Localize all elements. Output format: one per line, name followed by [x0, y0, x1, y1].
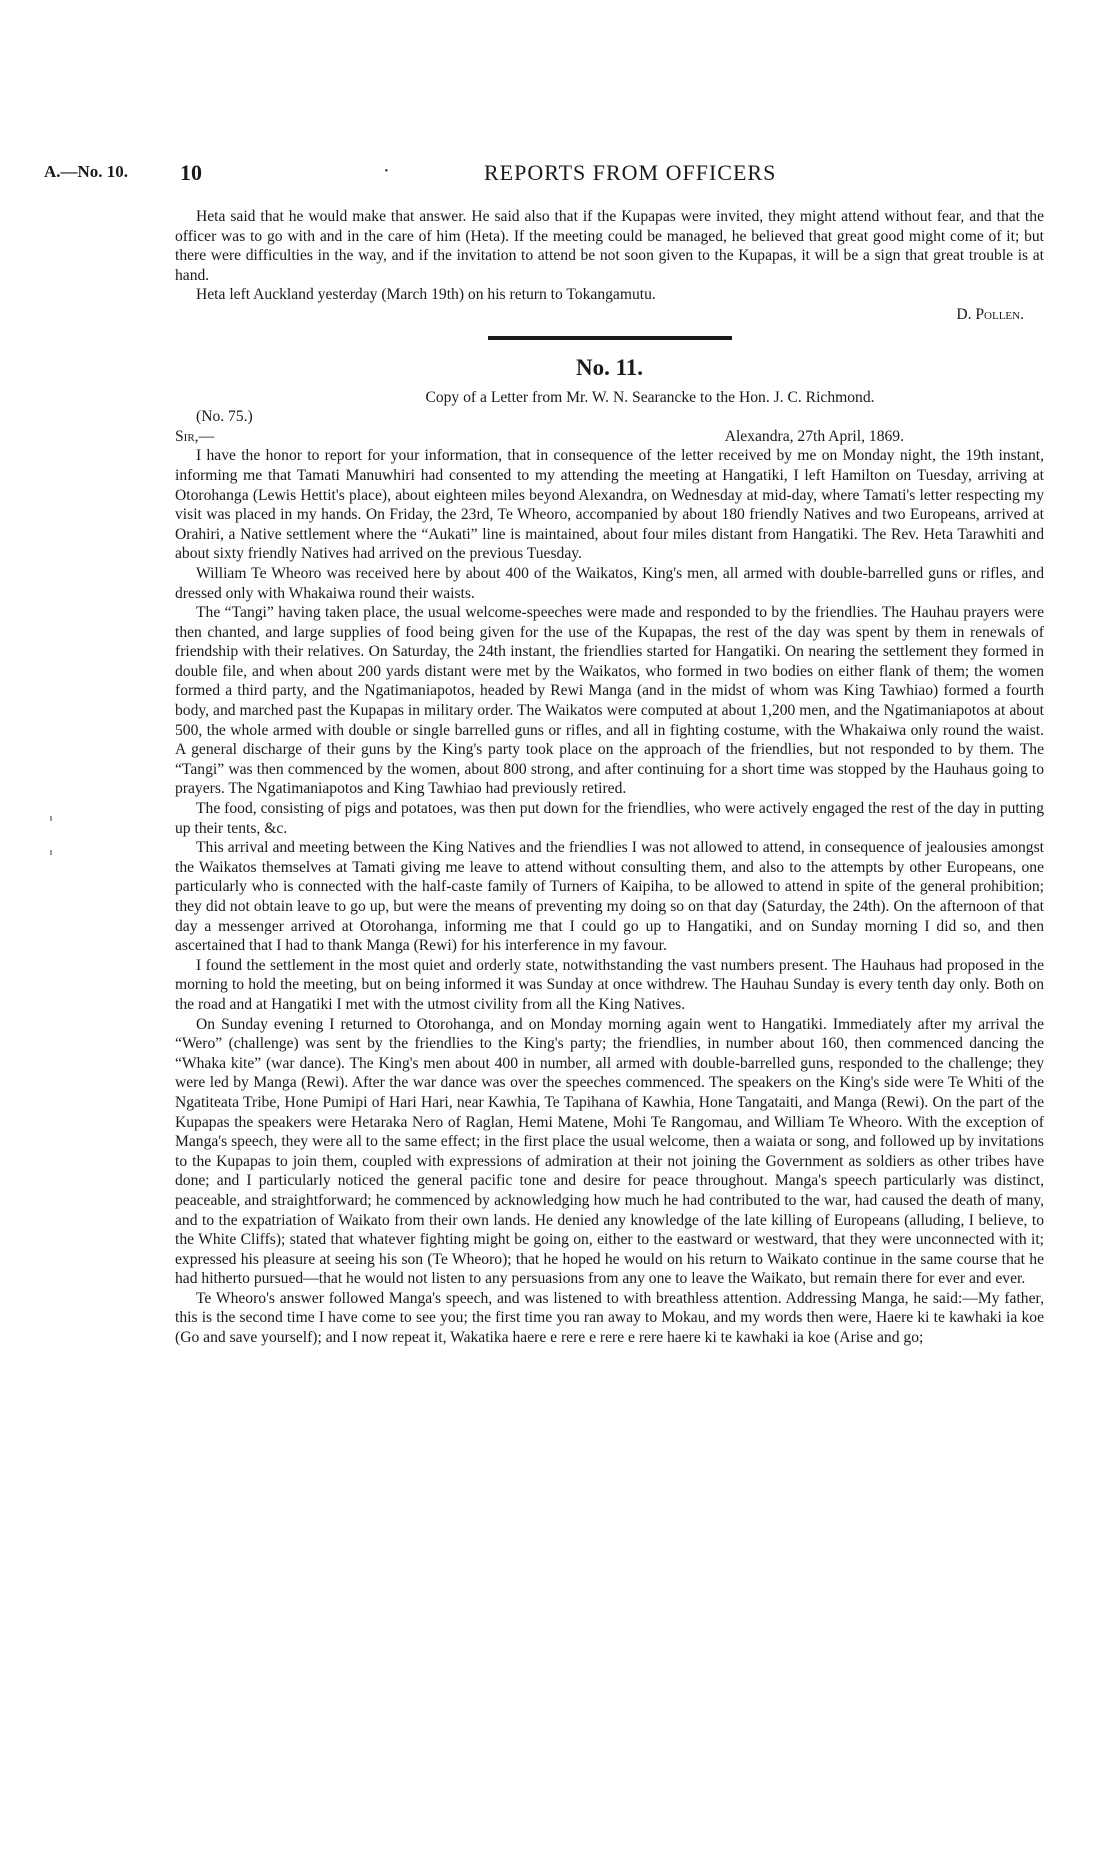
paragraph: On Sunday evening I returned to Otorohanga, and on Monday morning again went to Hangatiki. Immediately after my arrival the “Wero” (challenge) was sent by the friendlies to the King's party; the friendlies, in number about 160, then commenced dancing the “Whaka kite” (war dance). The King's men about 400 in number, all armed with double-barrelled guns, responded to the challenge; they were led by Manga (Rewi). After the war dance was over the speeches commenced. The speakers on the King's side were Te Whiti of the Ngatiteata Tribe, Hone Pumipi of Hari Hari, near Kawhia, Te Tapihana of Kawhia, Hone Tangataiti, and Manga (Rewi). On the part of the Kupapas the speakers were Hetaraka Nero of Raglan, Hemi Matene, Mohi Te Rangomau, and William Te Wheoro. With the exception of Manga's speech, they were all to the same effect; in the first place the usual welcome, then a waiata or song, and followed up by invitations to the Kupapas to join them, coupled with expressions of admiration at their not joining the Government as soldiers as other tribes have done; and I particularly noticed the general pacific tone and desire for peace throughout. Manga's speech particularly was distinct, peaceable, and straightforward; he commenced by acknowledging how much he had contributed to the war, had caused the death of many, and to the expatriation of Waikato from their own lands. He denied any knowledge of the late killing of Europeans (alluding, I believe, to the White Cliffs); stated that whatever fighting might be going on, either to the eastward or westward, that they were unconnected with it; expressed his pleasure at seeing his son (Te Wheoro); that he hoped he would on his return to Waikato continue in the same course that he had hitherto pursued—that he would not listen to any persuasions from any one to leave the Waikato, but remain there for ever and ever.	[175, 1015, 1044, 1288]
running-title: REPORTS FROM OFFICERS	[484, 160, 777, 185]
header-separator: ·	[383, 160, 390, 182]
paragraph: I found the settlement in the most quiet and orderly state, notwithstanding the vast numbers present. The Hauhaus had proposed in the morning to hold the meeting, but on being informed it was Sunday at once withdrew. The Hauhau Sunday is every tenth day only. Both on the road and at Hangatiki I met with the utmost civility from all the King Natives.	[175, 956, 1044, 1013]
paragraph: The “Tangi” having taken place, the usual welcome-speeches were made and responded to by the friendlies. The Hauhau prayers were then chanted, and large supplies of food being given for the use of the Kupapas, the rest of the day was spent by them in renewals of friendship with their relatives. On Saturday, the 24th instant, the friendlies started for Hangatiki. On nearing the settlement they formed in double file, and when about 200 yards distant were met by the Waikatos, who formed in two bodies on either flank of them; the women formed a third party, and the Ngatimaniapotos, headed by Rewi Manga (and in the midst of whom was King Tawhiao) formed a fourth body, and marched past the Kupapas in military order. The Waikatos were computed at about 1,200 men, and the Ngatimaniapotos at about 500, the whole armed with double or single barrelled guns or rifles, and all in fighting costume, with the Whakaiwa only round the waist. A general discharge of their guns by the King's party took place on the approach of the friendlies, but not responded to by them. The “Tangi” was then commenced by the women, about 800 strong, and after continuing for a short time was stopped by the Hauhaus going to prayers. The Ngatimaniapotos and King Tawhiao had previously retired.	[175, 604, 1044, 798]
paragraph: William Te Wheoro was received here by about 400 of the Waikatos, King's men, all armed with double-barrelled guns or rifles, and dressed only with Whakaiwa round their waists.	[175, 564, 1044, 602]
salutation: Sir,—	[175, 427, 215, 445]
paragraph: Te Wheoro's answer followed Manga's speech, and was listened to with breathless attention. Addressing Manga, he said:—My father, this is the second time I have come to see you; the first time you ran away to Mokau, and my words then were, Haere ki te kawhaki ia koe (Go and save yourself); and I now repeat it, Wakatika haere e rere e rere e rere haere ki te kawhaki ia koe (Arise and go;	[175, 1289, 1044, 1347]
letter-reference: (No. 75.)	[196, 408, 253, 426]
letter-number-heading: No. 11.	[575, 354, 644, 380]
document-body	[175, 207, 1044, 1348]
salutation-line	[175, 427, 1044, 447]
paragraph: This arrival and meeting between the King Natives and the friendlies I was not allowed to attend, in consequence of jealousies amongst the Waikatos themselves at Tamati giving me leave to attend without consulting them, and also to the attempts by other Europeans, one particularly who is connected with the half-caste family of Turners of Kaipiha, to be allowed to attend in spite of the general prohibition; they did not obtain leave to go up, but were the means of preventing my doing so on that day (Saturday, the 24th). On the afternoon of that day a messenger arrived at Otorohanga, informing me that I could go up to Hangatiki, and on Sunday morning I did so, and then ascertained that I had to thank Manga (Rewi) for his interference in my favour.	[175, 839, 1044, 955]
margin-mark	[50, 850, 52, 855]
paragraph: Heta left Auckland yesterday (March 19th) on his return to Tokangamutu.	[196, 286, 656, 304]
margin-mark	[50, 816, 52, 821]
paragraph: Heta said that he would make that answer. He said also that if the Kupapas were invited, they might attend without fear, and that the officer was to go with and in the care of him (Heta). If the meeting could be managed, he believed that great good might come of it; but there were difficulties in the way, and if the invitation to attend be not soon given to the Kupapas, it will be a sign that great trouble is at hand.	[175, 208, 1044, 284]
paragraph: I have the honor to report for your information, that in consequence of the letter received by me on Monday night, the 19th instant, informing me that Tamati Manuwhiri had consented to my attending the meeting at Hangatiki, I left Hamilton on Tuesday, arriving at Otorohanga (Lewis Hettit's place), about eighteen miles beyond Alexandra, on Wednesday at mid-day, where Tamati's letter respecting my visit was placed in my hands. On Friday, the 23rd, Te Wheoro, accompanied by about 180 friendly Natives and two Europeans, arrived at Orahiri, a Native settlement where the “Aukati” line is maintained, about four miles distant from Hangatiki. The Rev. Heta Tarawhiti and about sixty friendly Natives had arrived on the previous Tuesday.	[175, 447, 1044, 563]
document-reference: A.—No. 10.	[44, 162, 129, 181]
page-number: 10	[180, 160, 202, 185]
section-divider	[488, 336, 732, 340]
dateline: Alexandra, 27th April, 1869.	[724, 427, 904, 445]
paragraph: The food, consisting of pigs and potatoes, was then put down for the friendlies, who were actively engaged the rest of the day in putting up their tents, &c.	[175, 800, 1044, 837]
letter-subtitle: Copy of a Letter from Mr. W. N. Searancke to the Hon. J. C. Richmond.	[425, 388, 875, 406]
page-header	[44, 160, 1044, 188]
signature: D. Pollen.	[956, 305, 1024, 323]
